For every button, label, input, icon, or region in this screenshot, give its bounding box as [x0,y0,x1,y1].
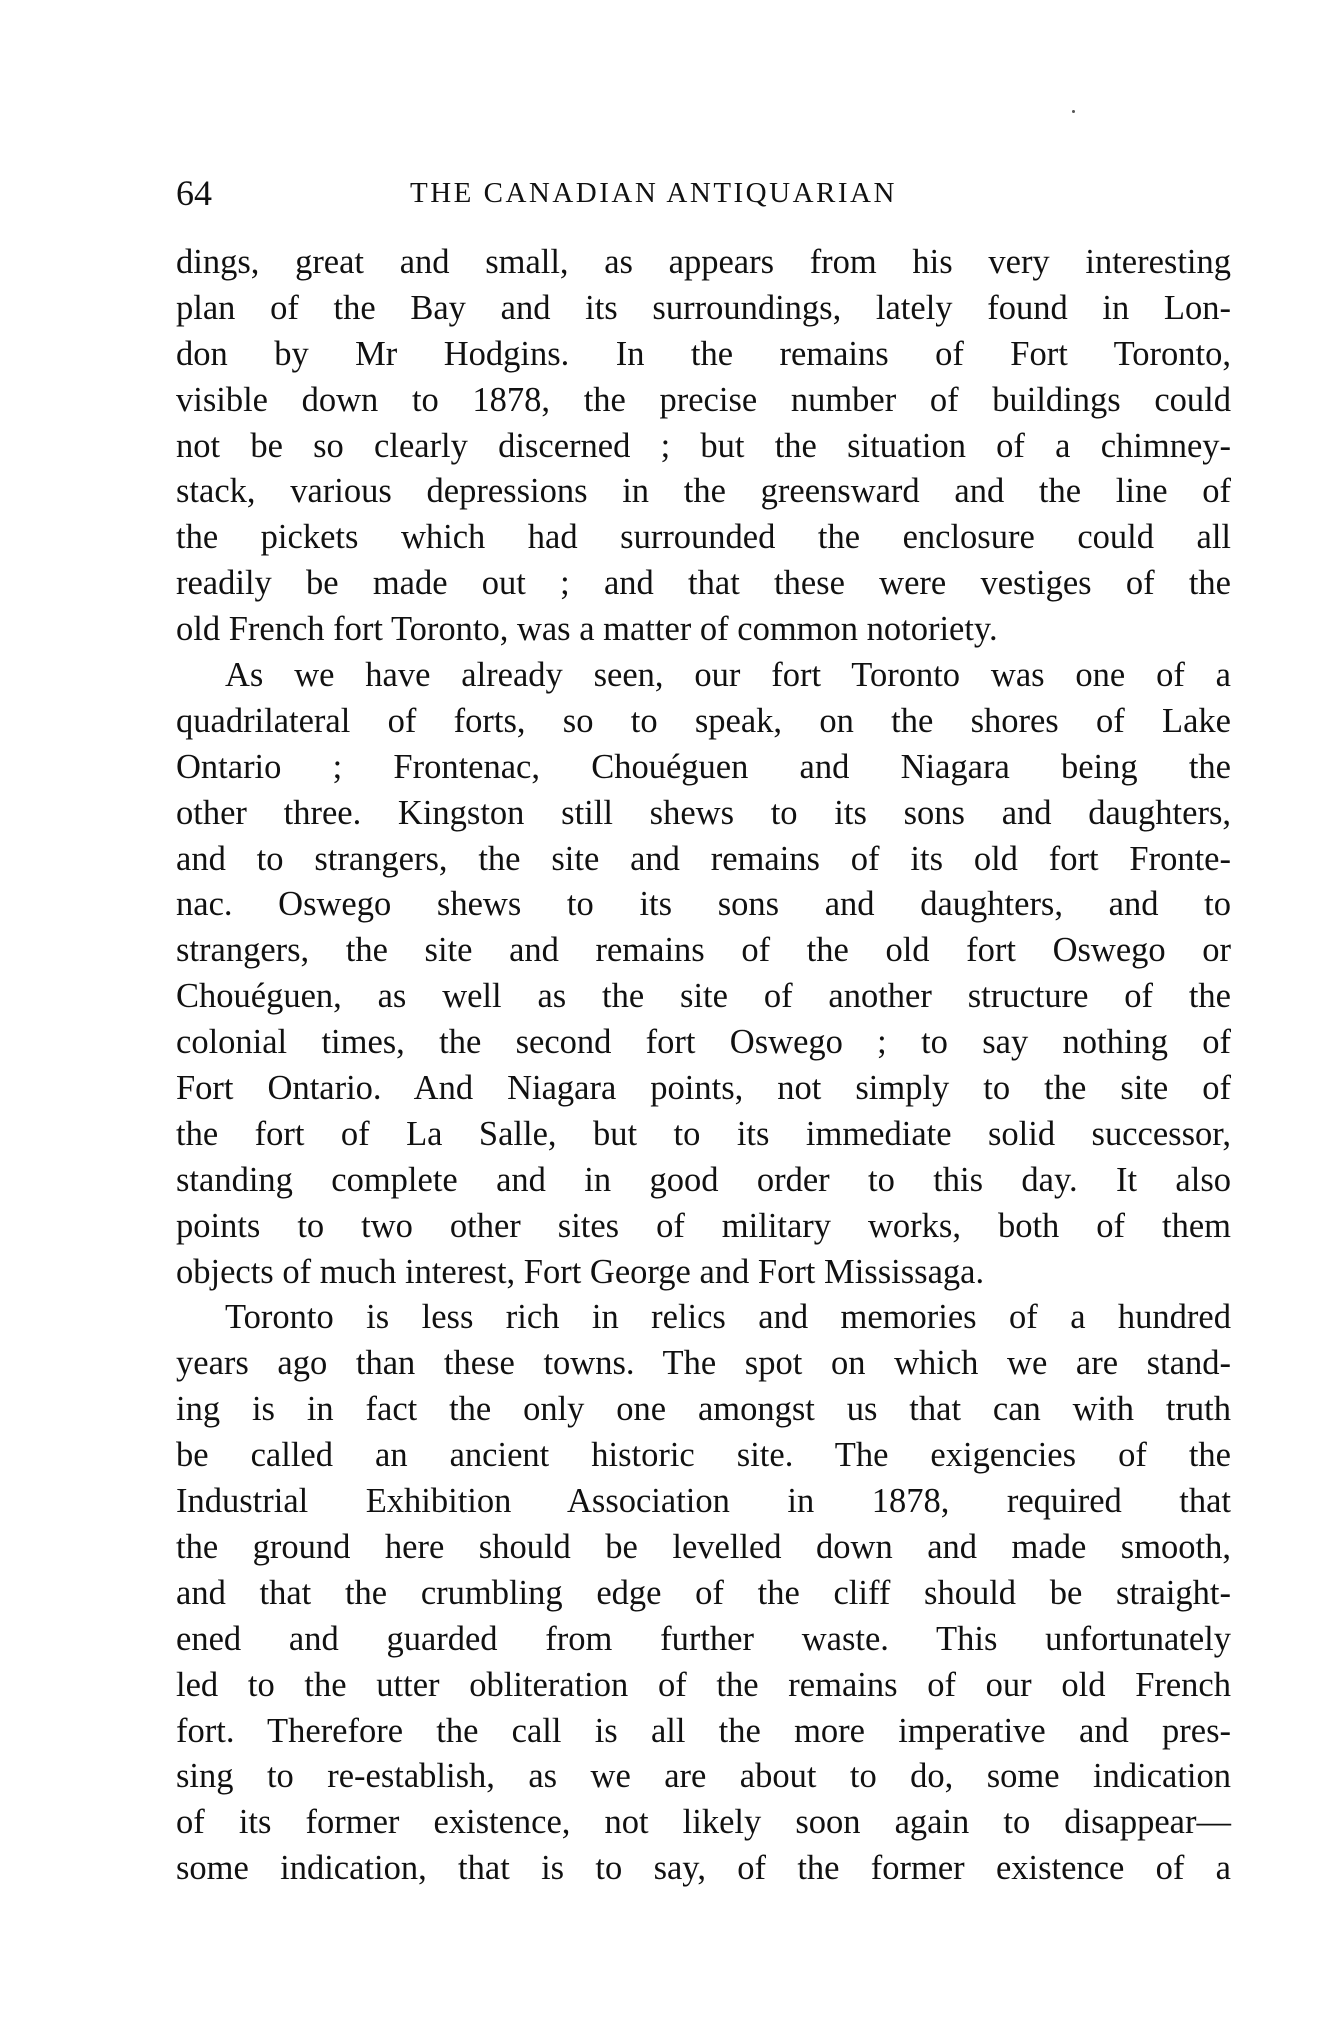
body-text [176,240,1231,1892]
text-line: don by Mr Hodgins. In the remains of Fort Toronto, [176,334,1231,373]
text-line: ened and guarded from further waste. This unfortunately [176,1619,1231,1658]
text-line: points to two other sites of military works, both of them [176,1206,1231,1245]
text-line: Fort Ontario. And Niagara points, not simply to the site of [176,1069,1231,1108]
paragraph-start-line: Toronto is less rich in relics and memories of a hundred [225,1298,1231,1337]
text-line: and to strangers, the site and remains of its old fort Fronte- [176,839,1231,878]
text-line: nac. Oswego shews to its sons and daughters, and to [176,885,1231,924]
text-line: of its former existence, not likely soon again to disappear— [176,1803,1231,1842]
text-line: ing is in fact the only one amongst us that can with truth [176,1390,1231,1429]
text-line: sing to re-establish, as we are about to do, some indication [176,1757,1231,1796]
print-speck [1072,110,1075,113]
text-line: the fort of La Salle, but to its immediate solid successor, [176,1114,1231,1153]
text-line: some indication, that is to say, of the former existence of a [176,1849,1231,1888]
text-line: led to the utter obliteration of the remains of our old French [176,1665,1231,1704]
text-line: quadrilateral of forts, so to speak, on the shores of Lake [176,701,1231,740]
text-line: not be so clearly discerned ; but the situation of a chimney- [176,426,1231,465]
page-header [176,168,1226,218]
running-title: THE CANADIAN ANTIQUARIAN [410,177,897,209]
text-line: other three. Kingston still shews to its sons and daughters, [176,793,1231,832]
page-number: 64 [176,173,212,213]
text-line: dings, great and small, as appears from his very interesting [176,243,1231,281]
paragraph-end-line: objects of much interest, Fort George and Fort Mississaga. [176,1252,985,1291]
text-line: strangers, the site and remains of the old fort Oswego or [176,931,1231,970]
paragraph-start-line: As we have already seen, our fort Toronto was one of a [225,656,1231,695]
text-line: plan of the Bay and its surroundings, lately found in Lon- [176,288,1231,327]
text-line: the ground here should be levelled down and made smooth, [176,1527,1231,1566]
text-line: Chouéguen, as well as the site of another structure of the [176,977,1231,1016]
text-line: and that the crumbling edge of the cliff should be straight- [176,1573,1231,1612]
text-line: readily be made out ; and that these were vestiges of the [176,564,1231,603]
text-line: visible down to 1878, the precise number of buildings could [176,380,1231,419]
text-line: be called an ancient historic site. The exigencies of the [176,1436,1231,1475]
text-line: fort. Therefore the call is all the more imperative and pres- [176,1711,1231,1750]
text-line: years ago than these towns. The spot on which we are stand- [176,1344,1231,1383]
text-line: stack, various depressions in the greensward and the line of [176,472,1231,511]
text-line: Ontario ; Frontenac, Chouéguen and Niagara being the [176,747,1231,786]
text-line: colonial times, the second fort Oswego ; to say nothing of [176,1023,1231,1062]
text-line: the pickets which had surrounded the enclosure could all [176,518,1231,557]
text-line: Industrial Exhibition Association in 1878, required that [176,1482,1231,1521]
text-line: standing complete and in good order to this day. It also [176,1160,1231,1199]
paragraph-end-line: old French fort Toronto, was a matter of common notoriety. [176,610,998,649]
